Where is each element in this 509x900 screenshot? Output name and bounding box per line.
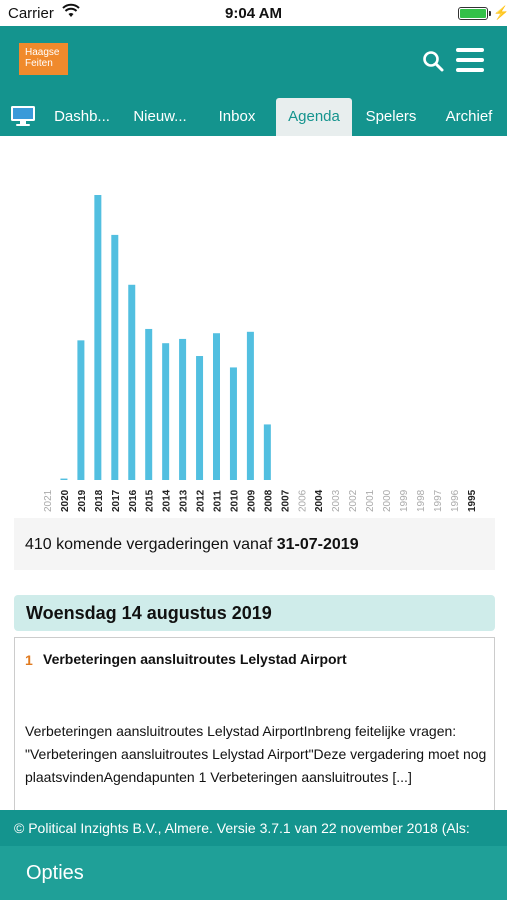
tick-label-2020: 2020	[59, 489, 71, 512]
app-header	[0, 26, 507, 136]
tick-label-2014: 2014	[161, 489, 173, 512]
meeting-summary	[25, 536, 359, 554]
tab-spelers[interactable]: Spelers	[365, 108, 417, 125]
haagse-feiten-logo[interactable]	[19, 43, 68, 75]
status-bar	[0, 0, 507, 26]
tick-label-2011: 2011	[212, 490, 224, 512]
monitor-icon[interactable]	[10, 105, 36, 127]
tab-dashboard[interactable]: Dashb...	[54, 108, 110, 125]
tick-label-2002: 2002	[348, 489, 360, 512]
tick-label-2013: 2013	[178, 489, 190, 512]
tab-archief[interactable]: Archief	[445, 108, 493, 125]
bar-2020[interactable]	[60, 479, 67, 480]
bar-2011[interactable]	[213, 333, 220, 480]
tick-label-1998: 1998	[415, 489, 427, 512]
clock: 9:04 AM	[225, 5, 282, 22]
tick-label-2021: 2021	[43, 489, 54, 512]
logo-line-2: Feiten	[25, 58, 53, 69]
bar-2017[interactable]	[111, 235, 118, 480]
tick-label-2015: 2015	[144, 489, 156, 512]
logo-line-1: Haagse	[25, 47, 60, 58]
summary-text: 410 komende vergaderingen vanaf	[25, 536, 273, 553]
tick-label-1995: 1995	[466, 489, 478, 512]
agenda-item-title[interactable]: Verbeteringen aansluitroutes Lelystad Airport	[43, 651, 347, 667]
tick-label-2009: 2009	[246, 489, 258, 512]
agenda-item-card[interactable]	[14, 637, 495, 817]
summary-date: 31-07-2019	[276, 536, 359, 553]
tick-label-1996: 1996	[449, 489, 461, 512]
tick-label-2019: 2019	[76, 489, 88, 512]
tick-label-2008: 2008	[263, 489, 275, 512]
bar-2015[interactable]	[145, 329, 152, 480]
tick-label-2018: 2018	[93, 489, 105, 512]
tick-label-2006: 2006	[297, 489, 309, 512]
tick-label-1997: 1997	[432, 489, 444, 512]
search-icon[interactable]	[421, 49, 445, 73]
agenda-item-description: Verbeteringen aansluitroutes Lelystad AirportInbreng feitelijke vragen: "Verbeteringen aansluitroutes Lelystad Airport"Deze vergadering moet nog plaatsvindenAgendapunten 1 Verbeteringen aansluitroutes [...]	[25, 723, 487, 785]
agenda-item-number: 1	[25, 652, 33, 668]
day-header: Woensdag 14 augustus 2019	[14, 595, 495, 631]
bar-2014[interactable]	[162, 343, 169, 480]
charging-icon: ⚡	[493, 5, 509, 20]
hamburger-menu-icon[interactable]	[456, 48, 484, 72]
bar-2012[interactable]	[196, 356, 203, 480]
bar-2008[interactable]	[264, 424, 271, 480]
tick-label-2007: 2007	[280, 489, 292, 512]
bar-2013[interactable]	[179, 339, 186, 480]
tick-label-2004: 2004	[314, 489, 326, 512]
tab-nieuws[interactable]: Nieuw...	[133, 108, 187, 125]
battery-icon	[458, 7, 488, 20]
bar-2010[interactable]	[230, 367, 237, 480]
bar-2019[interactable]	[77, 340, 84, 480]
tick-label-2016: 2016	[127, 489, 139, 512]
options-label: Opties	[26, 862, 84, 884]
tick-label-2000: 2000	[382, 489, 393, 512]
tick-label-2010: 2010	[229, 489, 241, 512]
bar-2016[interactable]	[128, 285, 135, 480]
options-bar[interactable]	[0, 846, 507, 900]
meetings-per-year-chart	[26, 160, 496, 520]
tick-label-2017: 2017	[110, 489, 122, 512]
tab-inbox[interactable]: Inbox	[218, 108, 256, 125]
tab-bar	[0, 98, 507, 136]
copyright-footer: © Political Inzights B.V., Almere. Versie 3.7.1 van 22 november 2018 (Als:	[0, 810, 507, 846]
tick-label-1999: 1999	[398, 489, 410, 512]
tab-agenda[interactable]: Agenda	[276, 98, 352, 136]
tick-label-2012: 2012	[195, 489, 207, 512]
tick-label-2003: 2003	[331, 489, 343, 512]
tick-label-2001: 2001	[365, 489, 377, 512]
battery-tip	[489, 11, 491, 16]
bar-2009[interactable]	[247, 332, 254, 480]
bar-2018[interactable]	[94, 195, 101, 480]
carrier-label: Carrier	[8, 5, 54, 22]
